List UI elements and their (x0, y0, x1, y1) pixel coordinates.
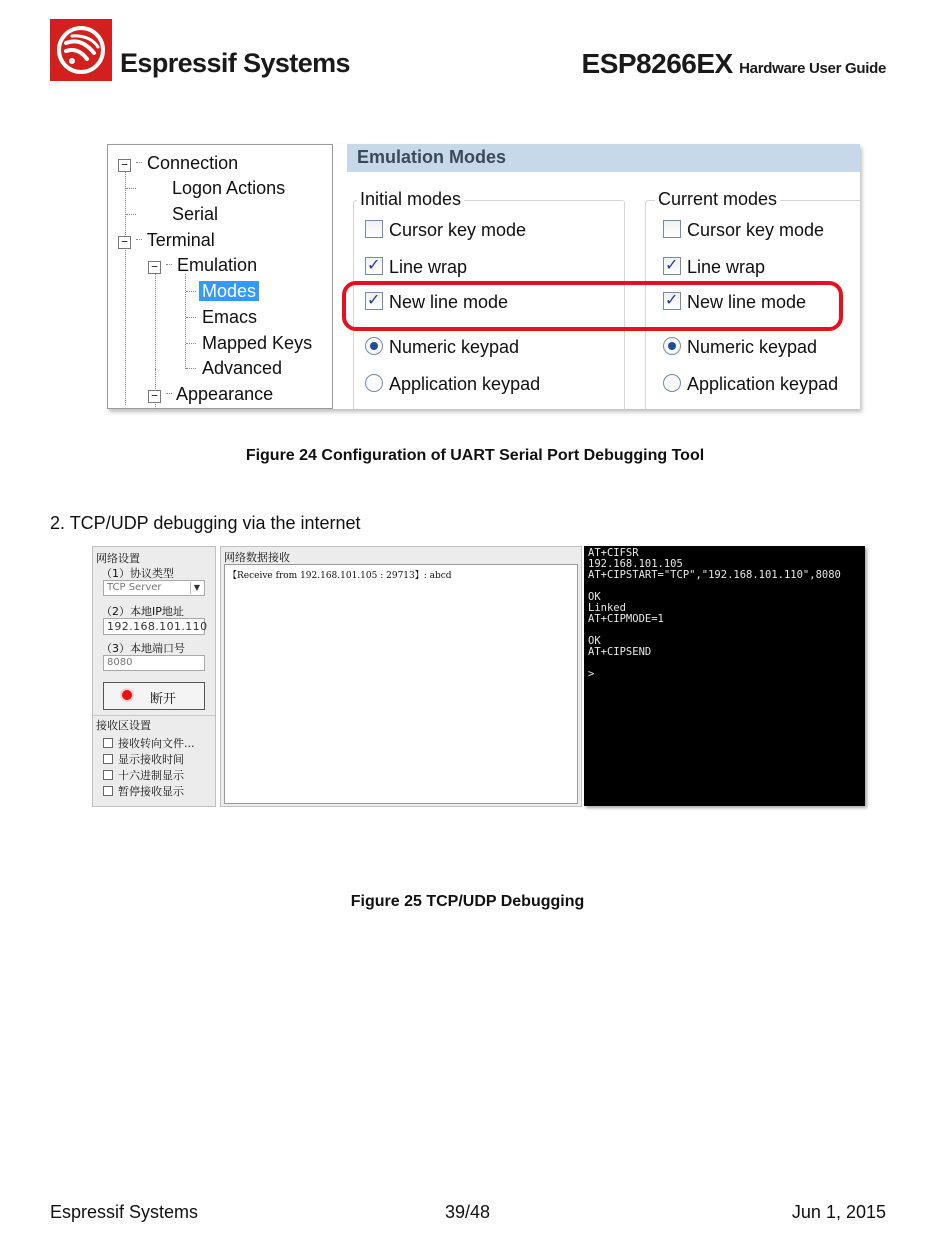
tree-item-label: Appearance (176, 384, 274, 404)
current-cursor-key-mode-checkbox[interactable] (663, 220, 824, 241)
terminal-line: Linked (588, 602, 626, 614)
recv-option-show-time[interactable] (103, 751, 184, 767)
terminal-prompt: > (588, 668, 595, 680)
figure-25-caption: Figure 25 TCP/UDP Debugging (350, 893, 585, 910)
local-ip-field[interactable]: 192.168.101.110 (103, 618, 205, 635)
tree-item-connection[interactable] (118, 151, 238, 175)
terminal-line: AT+CIPSTART="TCP","192.168.101.110",8080 (588, 569, 841, 581)
option-label: 暂停接收显示 (118, 785, 184, 798)
current-line-wrap-checkbox[interactable] (663, 257, 765, 278)
recv-option-pause-display[interactable] (103, 783, 184, 799)
collapse-icon[interactable]: − (148, 261, 161, 274)
category-tree (107, 144, 333, 409)
initial-cursor-key-mode-checkbox[interactable] (365, 220, 526, 241)
option-label: Numeric keypad (389, 337, 520, 357)
tree-item-label: Modes (199, 281, 259, 301)
tree-item-label: Connection (147, 153, 239, 173)
option-label: Line wrap (389, 257, 468, 277)
tree-item-appearance[interactable] (148, 382, 273, 406)
terminal-line: 192.168.101.105 (588, 558, 683, 570)
highlight-annotation (342, 281, 843, 331)
disconnect-button[interactable] (103, 682, 205, 710)
network-settings-label: 网络设置 (96, 552, 140, 565)
checkbox-checked-icon[interactable] (365, 257, 383, 275)
footer-date: Jun 1, 2015 (791, 1202, 886, 1222)
tree-item-terminal[interactable] (118, 228, 215, 252)
tree-item-label: Terminal (146, 230, 215, 250)
tree-item-mapped-keys[interactable] (202, 331, 312, 355)
page-number: 39/48 (444, 1202, 491, 1222)
tree-item-emulation[interactable] (148, 253, 257, 277)
protocol-type-label: （1）协议类型 (101, 567, 174, 580)
tree-connector (186, 317, 196, 318)
tree-item-label: Mapped Keys (202, 333, 313, 353)
option-label: 接收转向文件... (118, 737, 195, 750)
doc-title-main: ESP8266EX (581, 48, 733, 79)
current-modes-label: Current modes (655, 189, 780, 210)
footer-company: Espressif Systems (50, 1202, 199, 1222)
checkbox-icon[interactable] (103, 738, 113, 748)
disconnect-label: 断开 (150, 692, 177, 707)
terminal-line: AT+CIPMODE=1 (588, 613, 664, 625)
tree-connector (126, 214, 136, 215)
local-port-field[interactable]: 8080 (103, 655, 205, 671)
option-label: 显示接收时间 (118, 753, 184, 766)
initial-line-wrap-checkbox[interactable] (365, 257, 467, 278)
receive-panel-label: 网络数据接收 (224, 551, 290, 564)
emulation-modes-panel (347, 144, 860, 409)
chevron-down-icon[interactable]: ▼ (190, 582, 203, 594)
local-ip-label: （2）本地IP地址 (101, 605, 184, 618)
current-application-keypad-radio[interactable] (663, 374, 838, 395)
tree-item-label: Emacs (202, 307, 258, 327)
recv-option-redirect-file[interactable] (103, 735, 195, 751)
option-label: Cursor key mode (389, 220, 527, 240)
terminal-line: OK (588, 591, 601, 603)
radio-icon[interactable] (663, 374, 681, 392)
option-label: Cursor key mode (687, 220, 825, 240)
serial-terminal-output[interactable] (584, 546, 865, 806)
initial-application-keypad-radio[interactable] (365, 374, 540, 395)
local-port-label: （3）本地端口号 (101, 642, 185, 655)
figure-24-caption: Figure 24 Configuration of UART Serial Port Debugging Tool (245, 447, 705, 464)
radio-icon[interactable] (365, 374, 383, 392)
tree-connector (186, 343, 196, 344)
checkbox-icon[interactable] (365, 220, 383, 238)
divider (93, 715, 215, 716)
tree-item-label: Serial (172, 204, 219, 224)
option-label: Numeric keypad (687, 337, 818, 357)
checkbox-icon[interactable] (103, 754, 113, 764)
checkbox-icon[interactable] (103, 770, 113, 780)
collapse-icon[interactable]: − (148, 390, 161, 403)
initial-modes-label: Initial modes (357, 189, 464, 210)
protocol-type-select[interactable] (103, 580, 205, 596)
tree-item-label: Logon Actions (172, 178, 286, 198)
panel-title: Emulation Modes (347, 144, 860, 172)
terminal-line: AT+CIPSEND (588, 646, 652, 658)
tree-connector (155, 271, 156, 369)
option-label: New line mode (687, 292, 807, 312)
tree-connector (186, 291, 196, 292)
terminal-line: AT+CIFSR (588, 547, 639, 559)
protocol-type-value: TCP Server (107, 582, 162, 593)
radio-selected-icon[interactable] (663, 337, 681, 355)
tree-connector (126, 188, 136, 189)
terminal-line: OK (588, 635, 601, 647)
espressif-logo-icon (50, 19, 112, 81)
collapse-icon[interactable]: − (118, 159, 131, 172)
tree-connector (125, 245, 126, 405)
tree-item-label: Advanced (202, 358, 283, 378)
checkbox-icon[interactable] (663, 220, 681, 238)
tree-item-emacs[interactable] (202, 305, 257, 329)
tree-connector (186, 368, 196, 369)
option-label: Line wrap (687, 257, 766, 277)
network-data-receive-panel (220, 546, 582, 807)
receive-data-area[interactable] (224, 564, 578, 804)
figure-24-screenshot (107, 144, 860, 409)
figure-25-screenshot (92, 546, 865, 806)
received-data-text: 【Receive from 192.168.101.105 : 29713】: abcd (228, 571, 452, 581)
checkbox-checked-icon[interactable] (663, 257, 681, 275)
connection-status-icon (122, 690, 132, 700)
initial-numeric-keypad-radio[interactable] (365, 337, 519, 358)
option-label: Application keypad (389, 374, 541, 394)
company-name: Espressif Systems (120, 48, 350, 78)
network-settings-panel (92, 546, 216, 807)
current-numeric-keypad-radio[interactable] (663, 337, 817, 358)
option-label: 十六进制显示 (118, 769, 184, 782)
section-heading: 2. TCP/UDP debugging via the internet (50, 513, 361, 533)
radio-selected-icon[interactable] (365, 337, 383, 355)
tree-item-logon-actions[interactable] (172, 176, 285, 200)
tree-item-advanced[interactable] (202, 356, 282, 380)
receive-settings-label: 接收区设置 (96, 719, 151, 732)
tree-connector (185, 274, 186, 369)
collapse-icon[interactable]: − (118, 236, 131, 249)
tree-item-modes[interactable] (199, 279, 259, 303)
document-title (582, 48, 886, 80)
tree-item-label: Emulation (177, 255, 258, 275)
tree-item-serial[interactable] (172, 202, 218, 226)
recv-option-hex-display[interactable] (103, 767, 184, 783)
option-label: New line mode (389, 292, 509, 312)
doc-title-sub: Hardware User Guide (739, 60, 886, 77)
checkbox-icon[interactable] (103, 786, 113, 796)
option-label: Application keypad (687, 374, 839, 394)
